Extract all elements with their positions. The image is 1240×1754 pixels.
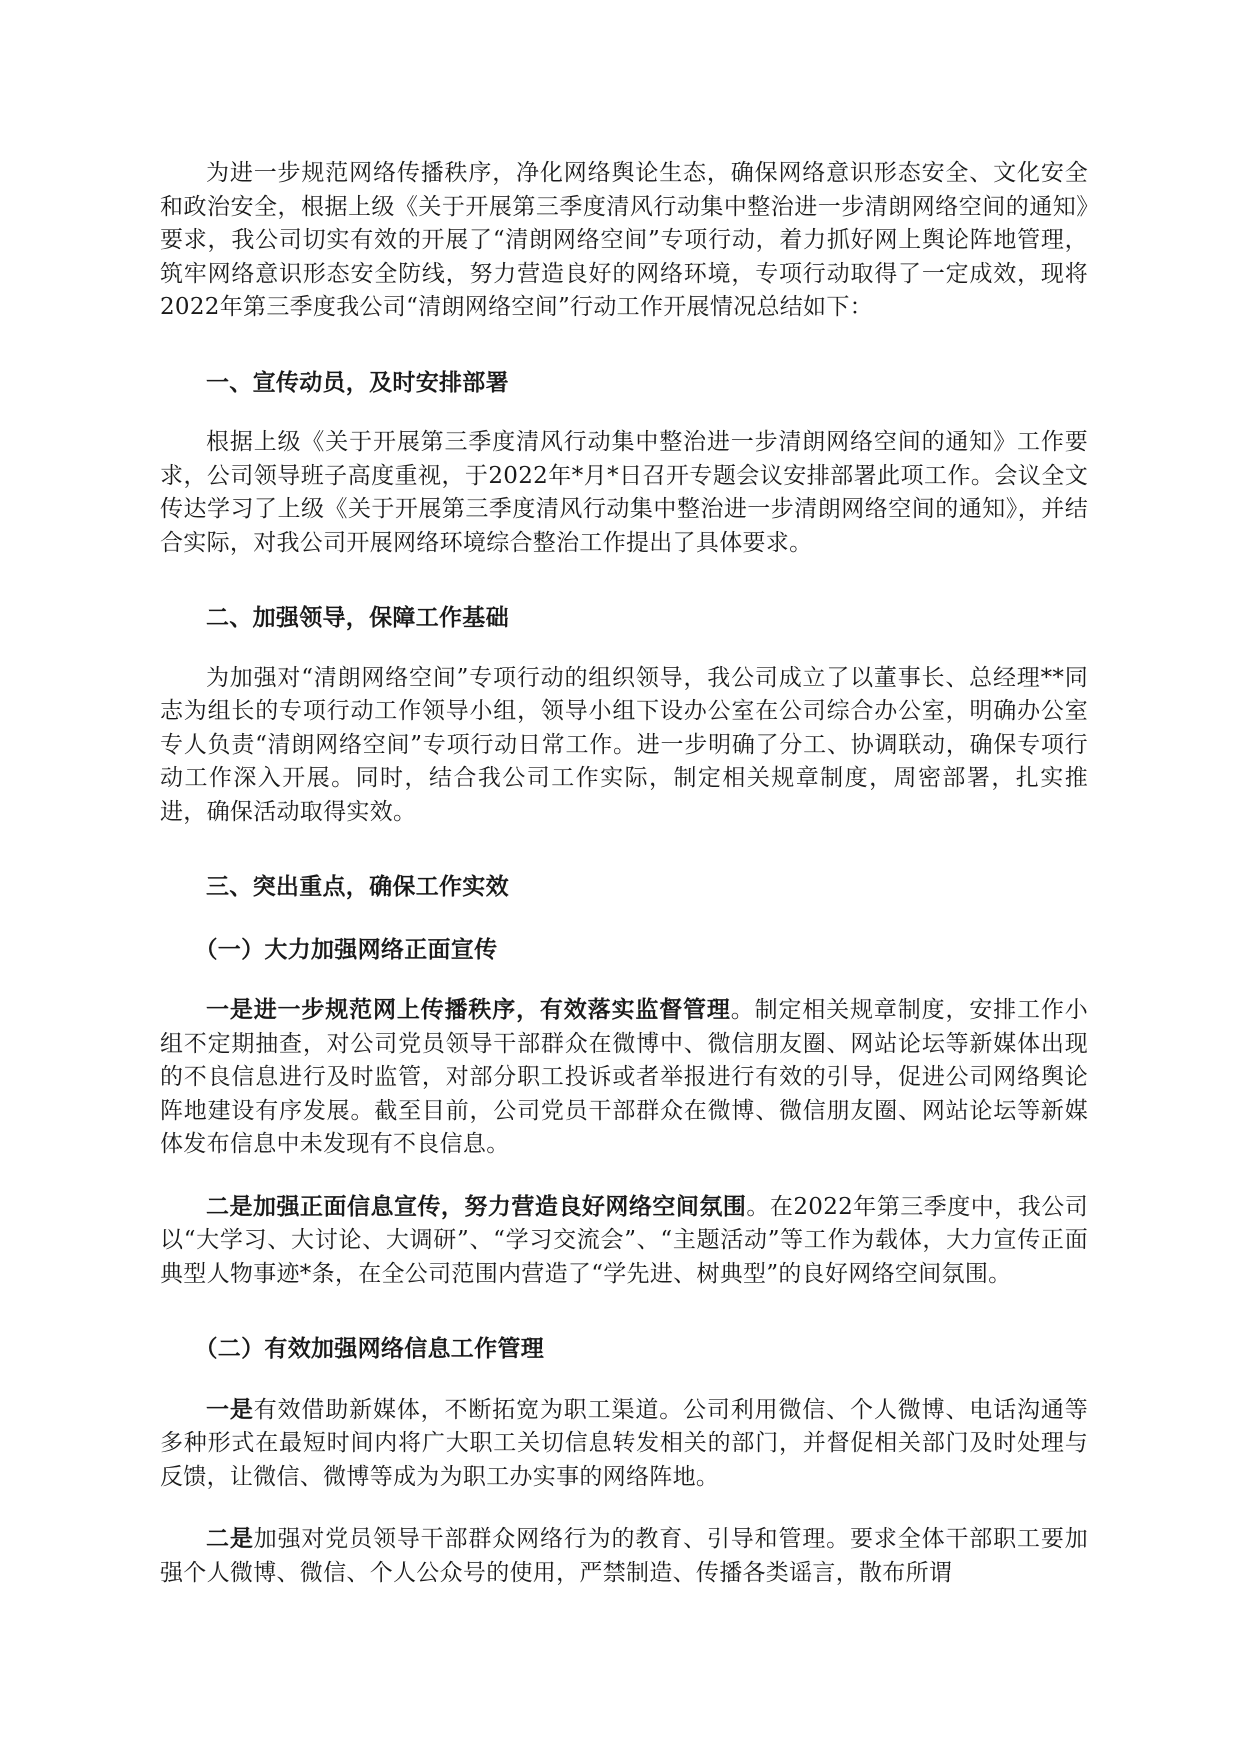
subsection-1-paragraph-2-text: 。在2022年第三季度中，我公司以“大学习、大讨论、大调研”、“学习交流会”、“主题活动”等工作为载体，大力宣传正面典型人物事迹*条，在全公司范围内营造了“学先进、树典型”的良好网络空间氛围。 <box>160 1193 1088 1287</box>
subsection-1-paragraph-1 <box>160 993 1088 1162</box>
subsection-2-paragraph-2 <box>160 1522 1088 1590</box>
subsection-2-heading: （二）有效加强网络信息工作管理 <box>194 1335 544 1362</box>
subsection-2-paragraph-1-text: 有效借助新媒体，不断拓宽为职工渠道。公司利用微信、个人微博、电话沟通等多种形式在最短时间内将广大职工关切信息转发相关的部门，并督促相关部门及时处理与反馈，让微信、微博等成为为职工办实事的网络阵地。 <box>160 1396 1089 1490</box>
subsection-1-paragraph-1-text: 。制定相关规章制度，安排工作小组不定期抽查，对公司党员领导干部群众在微博中、微信朋友圈、网站论坛等新媒体出现的不良信息进行及时监管，对部分职工投诉或者举报进行有效的引导，促进公司网络舆论阵地建设有序发展。截至目前，公司党员干部群众在微博、微信朋友圈、网站论坛等新媒体发布信息中未发现有不良信息。 <box>160 997 1089 1157</box>
intro-paragraph: 为进一步规范网络传播秩序，净化网络舆论生态，确保网络意识形态安全、文化安全和政治安全，根据上级《关于开展第三季度清风行动集中整治进一步清朗网络空间的通知》要求，我公司切实有效的开展了“清朗网络空间”专项行动，着力抓好网上舆论阵地管理，筑牢网络意识形态安全防线，努力营造良好的网络环境，专项行动取得了一定成效，现将2022年第三季度我公司“清朗网络空间”行动工作开展情况总结如下： <box>160 160 1088 320</box>
section-2-body: 为加强对“清朗网络空间”专项行动的组织领导，我公司成立了以董事长、总经理**同志为组长的专项行动工作领导小组，领导小组下设办公室在公司综合办公室，明确办公室专人负责“清朗网络空间”专项行动日常工作。进一步明确了分工、协调联动，确保专项行动工作深入开展。同时，结合我公司工作实际，制定相关规章制度，周密部署，扎实推进，确保活动取得实效。 <box>160 664 1088 825</box>
section-1-heading: 一、宣传动员，及时安排部署 <box>206 368 509 396</box>
subsection-1-paragraph-2 <box>160 1190 1088 1292</box>
section-2-heading: 二、加强领导，保障工作基础 <box>206 604 509 631</box>
subsection-1-heading: （一）大力加强网络正面宣传 <box>194 935 498 963</box>
subsection-1-paragraph-1-lead: 一是进一步规范网上传播秩序，有效落实监督管理 <box>206 996 731 1023</box>
subsection-2-paragraph-2-text: 加强对党员领导干部群众网络行为的教育、引导和管理。要求全体干部职工要加强个人微博、微信、个人公众号的使用，严禁制造、传播各类谣言，散布所谓 <box>160 1526 1089 1586</box>
subsection-2-paragraph-2-lead: 二是 <box>206 1525 254 1552</box>
section-1-body: 根据上级《关于开展第三季度清风行动集中整治进一步清朗网络空间的通知》工作要求，公司领导班子高度重视，于2022年*月*日召开专题会议安排部署此项工作。会议全文传达学习了上级《关于开展第三季度清风行动集中整治进一步清朗网络空间的通知》，并结合实际，对我公司开展网络环境综合整治工作提出了具体要求。 <box>160 429 1088 556</box>
subsection-2-paragraph-1-lead: 一是 <box>206 1395 254 1423</box>
subsection-2-paragraph-1 <box>160 1393 1088 1495</box>
subsection-1-paragraph-2-lead: 二是加强正面信息宣传，努力营造良好网络空间氛围 <box>206 1192 747 1220</box>
section-3-heading: 三、突出重点，确保工作实效 <box>206 873 509 900</box>
